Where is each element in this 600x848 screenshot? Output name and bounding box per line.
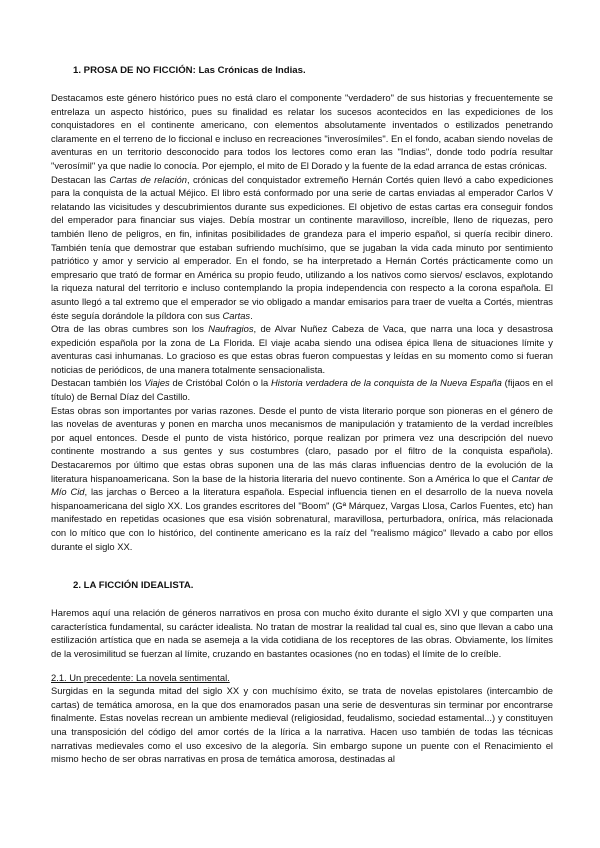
text-run: Destacamos este género histórico pues no está claro el componente "verdadero" de sus historias y frecuentemente se entrelaza un aspecto histórico, pues su finalidad es relatar los sucesos acontecidos en las expediciones de los conquistadores en el continente americano, con elementos absolutamente inventados o estilizados penetrando claramente en el terreno de lo ficcional e incluso en recreaciones "inverosímiles". En el fondo, acaban siendo novelas de aventuras en un territorio desconocido para todos los lectores como eran las "Indias", donde todo podría resultar "verosímil" ya que nadie lo conocía. Por ejemplo, el mito de El Dorado y la fuente de la edad arranca de estas crónicas. (51, 92, 553, 171)
text-run: Destacan las (51, 173, 110, 185)
section-2-paragraph-1 (51, 606, 553, 660)
text-run: , crónicas del conquistador extremeño Hernán Cortés quien llevó a cabo expediciones para la conquista de la actual Méjico. El libro está conformado por una serie de cartas enviadas al emperador Carlos V relatando las vicisitudes y descubrimientos durante sus expediciones. El objetivo de estas cartas era conseguir fondos del emperador para financiar sus viajes. Debía mostrar un continente maravilloso, increíble, lleno de riquezas, pero también lleno de peligros, en fin, infinitas posibilidades de grandeza para el imperio español, si quería recibir dinero. También tenía que demostrar que estaban sufriendo muchísimo, que se jugaban la vida cada minuto por sentimiento patriótico y amor y servicio al emperador. En el fondo, se ha interpretado a Hernán Cortés prácticamente como un empresario que trató de formar en América su propio feudo, utilizando a los nativos como siervos/ esclavos, explotando la riqueza natural del territorio e incluso contemplando la propia independencia con respecto a la corona española. El asunto llegó a tal extremo que el emperador se vio obligado a mandar emisarios para traer de vuelta a Cortés, mientras éste seguía dorándole la píldora con sus (51, 173, 554, 321)
italic-title-text: Historia verdadera de la conquista de la Nueva España (270, 377, 502, 389)
text-run: (fijaos en el título) de Bernal Díaz del Castillo. (51, 377, 554, 403)
section-1-paragraph-3 (51, 322, 553, 376)
subsection-2-1-paragraph-1 (51, 684, 553, 766)
section-1-heading: 1. PROSA DE NO FICCIÓN: Las Crónicas de Indias. (73, 65, 306, 76)
italic-title-text: Naufragios (208, 323, 254, 335)
section-2-heading: 2. LA FICCIÓN IDEALISTA. (73, 580, 194, 592)
text-run: de Cristóbal Colón o la (169, 377, 271, 389)
section-1-paragraph-4 (51, 376, 553, 403)
italic-title-text: Cartas de relación (109, 173, 187, 185)
text-run: Estas obras son importantes por varias razones. Desde el punto de vista literario porque son pioneras en el género de las novelas de aventuras y ponen en marcha unos mecanismos de manipulación y tratamiento de la verdad increíbles por aquel entonces. Desde el punto de vista histórico, porque realizan por primera vez una descripción del nuevo continente mostrando a sus gentes y sus costumbres (claro, pasado por el filtro de la conquista española). Destacaremos por último que estas obras suponen una de las más claras influencias dentro de la evolución de la literatura hispanoamericana. Son la base de la historia literaria del nuevo continente. Son a América lo que el (51, 404, 553, 484)
italic-title-text: Cantar de Mío Cid (51, 472, 553, 498)
italic-title-text: Viajes (144, 377, 170, 389)
text-run: Surgidas en la segunda mitad del siglo XX y con muchísimo éxito, se trata de novelas epistolares (intercambio de cartas) de temática amorosa, en la que dos enamorados pasan una serie de desventuras sin terminar por encontrarse finalmente. Estas novelas recrean un ambiente medieval (religiosidad, feudalismo, sociedad estamental...) y constituyen una transposición del código del amor cortés de la lírica a la narrativa. Hacen uso también de todas las técnicas narrativas medievales como el uso excesivo de la alegoría. Sin embargo supone un puente con el Renacimiento el mismo hecho de ser obras narrativas en prosa de temática amorosa, destinadas al (51, 685, 553, 765)
section-1-paragraph-1 (51, 91, 553, 173)
text-run: Destacan también los (51, 377, 145, 389)
text-run: , las jarchas o Berceo a la literatura española. Especial influencia tienen en el desarrollo de la nueva novela hispanoamericana del siglo XX. Los grandes escritores del "Boom" (Gª Márquez, Vargas Llosa, Carlos Fuentes, etc) han manifestado en repetidas ocasiones que esa visión sobrenatural, maravillosa, perturbadora, onírica, más relacionada con lo mítico que con lo histórico, del continente americano es la raíz del "realismo mágico" llevado a cabo por ellos durante el siglo XX. (51, 486, 553, 552)
section-1-paragraph-2 (51, 173, 553, 323)
text-run: Otra de las obras cumbres son los (51, 323, 209, 335)
text-run: Haremos aquí una relación de géneros narrativos en prosa con mucho éxito durante el siglo XVI y que comparten una característica fundamental, su carácter idealista. No tratan de mostrar la realidad tal cual es, sino que llevan a cabo una estilización artística que en nada se asemeja a la vida cotidiana de los receptores de las obras. Obviamente, los límites de la verosimilitud se fuerzan al límite, cruzando en bastantes ocasiones (no en todas) el límite de lo creíble. (51, 607, 553, 659)
text-run: , de Alvar Nuñez Cabeza de Vaca, que narra una loca y desastrosa expedición española por la zona de La Florida. El viaje acaba siendo una odisea épica llena de situaciones límite y aventuras casi inhumanas. Lo gracioso es que estas obras fueron compuestas y leídas en su momento como si fueran noticias de periódicos, de una manera totalmente sensacionalista. (51, 323, 553, 375)
italic-title-text: Cartas (222, 309, 251, 321)
text-run: . (250, 309, 253, 321)
subsection-2-1-heading: 2.1. Un precedente: La novela sentimental. (51, 671, 230, 683)
section-1-paragraph-5 (51, 404, 553, 554)
